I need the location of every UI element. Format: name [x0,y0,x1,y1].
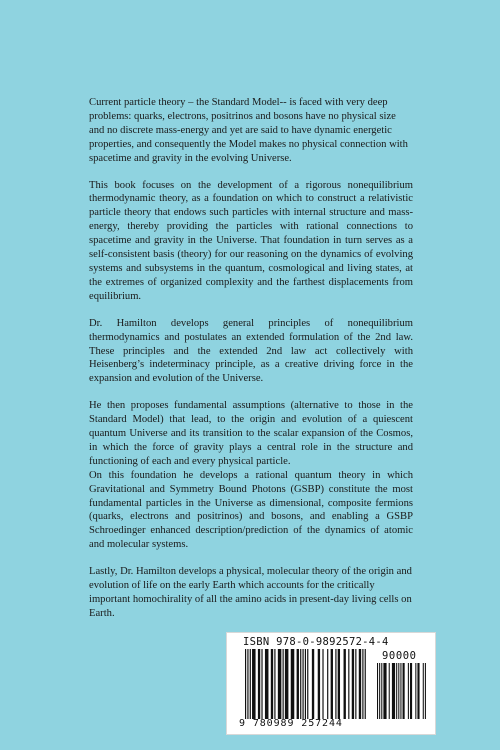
barcode-bar [344,649,346,719]
barcode-bar [271,649,273,719]
barcode-bar [362,649,363,719]
barcode-bar [322,649,323,719]
barcode-bar [302,649,303,719]
barcode-bar [408,663,409,719]
barcode-bar [297,649,299,719]
barcode-bar [247,649,248,719]
barcode-bar [327,649,328,719]
barcode-bar [398,663,399,719]
addon-barcode-bars [377,663,427,719]
barcode-bar [252,649,256,719]
paragraph-assumptions: He then proposes fundamental assumptions (alternative to those in the Standard Model) that lead, to the origin and evolution of a quiescent quantum Universe and its transition to the scalar expansion of the Cosmos, in which the force of gravity plays a central role in the structure and functioning of each and every physical particle. [89,400,413,467]
barcode-bar [355,649,356,719]
barcode-bar [261,649,262,719]
ean13-barcode-bars [245,649,367,719]
isbn-label: ISBN 978-0-9892572-4-4 [243,636,389,648]
barcode-bar [403,663,405,719]
barcode-bar [338,649,340,719]
barcode-bar [417,663,419,719]
barcode-bar [396,663,397,719]
paragraph-standard-model: Current particle theory – the Standard Model-- is faced with very deep problems: quarks, electrons, positrinos and bosons have no physical size and no discrete mass-energy and yet are said to have dynamic energetic properties, and consequently the Model makes no physical connection with spacetime and gravity in the evolving Universe. [89,97,408,164]
barcode-bar [274,649,275,719]
barcode-bar [285,649,289,719]
barcode-bar [245,649,246,719]
barcode-bar [392,663,395,719]
paragraph-book-focus: This book focuses on the development of a rigorous nonequilibrium thermodynamic theory, as a foundation on which to construct a relativistic particle theory that endows such particles with internal structure and mass-energy, thereby providing the particles with rational connections to spacetime and gravity in the Universe. That foundation in turn serves as a self-consistent basis (theory) for our reasoning on the dynamics of evolving systems and subsystems in the quantum, cosmological and living states, at the extremes of organized complexity and the farthest displacements from equilibrium. [89,179,413,302]
barcode-bar [250,649,251,719]
barcode-bar [307,649,308,719]
barcode-bar [377,663,378,719]
barcode-bar [312,649,314,719]
barcode-bar [278,649,282,719]
barcode-bar [389,663,390,719]
barcode-bar [410,663,412,719]
barcode-bar [265,649,269,719]
barcode-bar [400,663,401,719]
barcode-bar [331,649,333,719]
barcode-bar [383,663,386,719]
barcode-bar [359,649,361,719]
blurb-text [89,96,413,634]
barcode-bar [291,649,295,719]
barcode-bar [415,663,416,719]
barcode-bar [365,649,366,719]
barcode-bar [335,649,336,719]
barcode-bar [305,649,306,719]
barcode-bar [352,649,354,719]
paragraph-origin-of-life: Lastly, Dr. Hamilton develops a physical, molecular theory of the origin and evolution of life on the early Earth which accounts for the critically important homochirality of all the amino acids in present-day living cells on Earth. [89,566,412,619]
barcode-bar [379,663,380,719]
barcode-bar [423,663,424,719]
ean-number: 9 780989 257244 [239,718,343,729]
paragraph-principles: Dr. Hamilton develops general principles of nonequilibrium thermodynamics and postulates an extended formulation of the 2nd law. These principles and the extended 2nd law act collectively with Heisenberg’s indeterminacy principle, as a creative driving force in the expansion and evolution of the Universe. [89,317,413,385]
barcode-bar [300,649,301,719]
barcode-bar [348,649,349,719]
barcode-bar [283,649,284,719]
barcode-bar [381,663,382,719]
barcode-bar [258,649,260,719]
paragraph-quantum-theory: On this foundation he develops a rational quantum theory in which Gravitational and Symmetry Bound Photons (GSBP) constitute the most fundamental particles in the Universe as dimensional, composite fermions (quarks, electrons and positrinos) and bosons, and enabling a GSBP Schroedinger enhanced description/prediction of the dynamics of atomic and molecular systems. [89,469,413,551]
barcode-bar [318,649,320,719]
price-addon-label: 90000 [382,650,417,662]
barcode-bar [425,663,426,719]
isbn-barcode [226,632,436,735]
